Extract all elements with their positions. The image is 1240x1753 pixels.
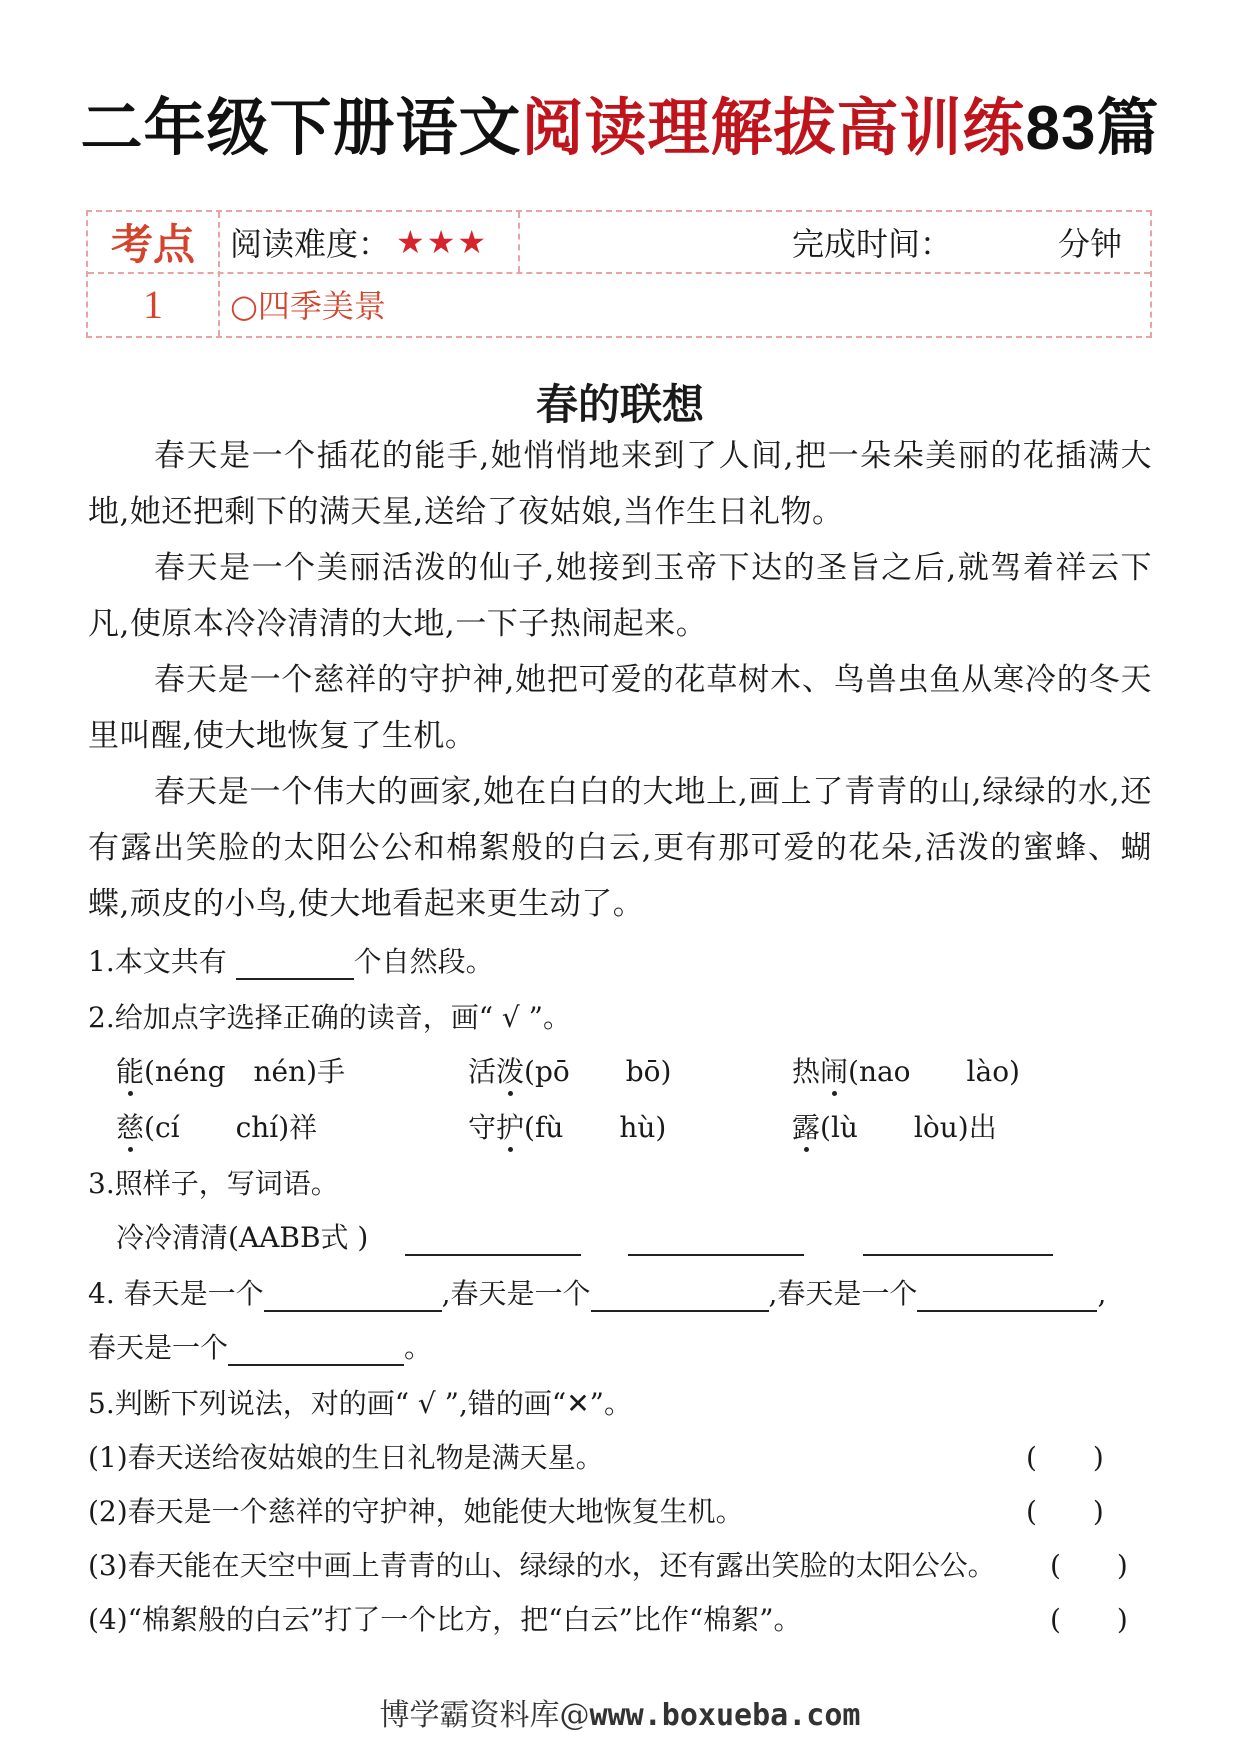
pinyin-item[interactable] [116, 1050, 345, 1090]
paragraph-2: 春天是一个美丽活泼的仙子,她接到玉帝下达的圣旨之后,就驾着祥云下凡,使原本冷冷清清的大地,一下子热闹起来。 [88, 550, 1152, 642]
pinyin-options: (pō bō) [524, 1055, 672, 1088]
pinyin-options: (néng nén) [144, 1055, 318, 1088]
title-red: 阅读理解拔高训练 [521, 91, 1026, 164]
q4-part-e: 春天是一个 [88, 1331, 229, 1364]
q4-part-d: , [1097, 1277, 1107, 1310]
judge-item-4: (4)“棉絮般的白云”打了一个比方，把“白云”比作“棉絮”。 [88, 1603, 802, 1636]
difficulty-label: 阅读难度： [230, 225, 391, 263]
pinyin-item[interactable] [468, 1050, 671, 1090]
difficulty [230, 212, 488, 272]
dotted-char: 露 [792, 1106, 820, 1146]
pinyin-options: (cí chí) [144, 1111, 290, 1144]
char-tail: 出 [968, 1111, 997, 1144]
q1-prefix: 1.本文共有 [88, 945, 227, 978]
paragraph-1: 春天是一个插花的能手,她悄悄地来到了人间,把一朵朵美丽的花插满大地,她还把剩下的满天星,送给了夜姑娘,当作生日礼物。 [88, 438, 1152, 530]
q4-blank-3[interactable] [917, 1277, 1097, 1312]
q3-blank-1[interactable] [405, 1221, 581, 1256]
footer-site-name: 博学霸资料库@ [379, 1698, 590, 1733]
dotted-char: 闹 [820, 1050, 848, 1090]
kaodian-label: 考点 [110, 220, 195, 269]
answer-paren-3[interactable]: ( ) [1050, 1549, 1128, 1582]
dotted-char: 护 [496, 1106, 524, 1146]
completion-time-unit: 分钟 [1058, 225, 1123, 263]
q4-blank-1[interactable] [264, 1277, 442, 1312]
q3-example: 冷冷清清(AABB式 ) [116, 1221, 369, 1254]
dotted-char: 慈 [116, 1106, 144, 1146]
kaodian-number: 1 [143, 281, 163, 327]
question-4-line-2 [88, 1326, 432, 1366]
pinyin-item[interactable] [116, 1106, 317, 1146]
title-black: 二年级下册语文 [80, 91, 522, 164]
char-pre: 活 [468, 1055, 497, 1088]
q4-part-b: ,春天是一个 [441, 1277, 591, 1310]
pinyin-options: (nao lào) [848, 1055, 1020, 1088]
q4-blank-4[interactable] [228, 1331, 404, 1366]
judge-item-1: (1)春天送给夜姑娘的生日礼物是满天星。 [88, 1441, 604, 1474]
passage-title: 春的联想 [535, 380, 704, 429]
question-2: 2.给加点字选择正确的读音，画“ √ ”。 [88, 1001, 571, 1034]
char-pre: 热 [792, 1055, 821, 1088]
q1-suffix: 个自然段。 [353, 945, 494, 978]
question-4-line-1 [88, 1272, 1106, 1312]
pinyin-options: (lù lòu) [820, 1111, 969, 1144]
topic: ○四季美景 [230, 287, 386, 325]
q4-part-f: 。 [404, 1331, 433, 1364]
pinyin-item[interactable] [792, 1050, 1020, 1090]
pinyin-item[interactable] [792, 1106, 997, 1146]
q4-part-c: ,春天是一个 [768, 1277, 918, 1310]
document-title [0, 78, 1240, 167]
q3-blank-2[interactable] [628, 1221, 804, 1256]
paragraph-3: 春天是一个慈祥的守护神,她把可爱的花草树木、鸟兽虫鱼从寒冷的冬天里叫醒,使大地恢复了生机。 [88, 662, 1152, 754]
completion-time-label: 完成时间： [792, 225, 953, 263]
q3-blank-3[interactable] [863, 1221, 1053, 1256]
paragraph-4: 春天是一个伟大的画家,她在白白的大地上,画上了青青的山,绿绿的水,还有露出笑脸的太阳公公和棉絮般的白云,更有那可爱的花朵,活泼的蜜蜂、蝴蝶,顽皮的小鸟,使大地看起来更生动了。 [88, 774, 1152, 922]
q4-part-a: 4. 春天是一个 [88, 1277, 264, 1310]
judge-item-3: (3)春天能在天空中画上青青的山、绿绿的水，还有露出笑脸的太阳公公。 [88, 1549, 996, 1582]
dotted-char: 泼 [496, 1050, 524, 1090]
question-1 [88, 940, 494, 980]
q4-blank-2[interactable] [591, 1277, 769, 1312]
footer-watermark [0, 1690, 1240, 1734]
question-3-example [116, 1216, 1053, 1256]
dotted-char: 能 [116, 1050, 144, 1090]
pinyin-options: (fù hù) [524, 1111, 667, 1144]
answer-paren-2[interactable]: ( ) [1026, 1495, 1104, 1528]
judge-item-2: (2)春天是一个慈祥的守护神，她能使大地恢复生机。 [88, 1495, 744, 1528]
pinyin-item[interactable] [468, 1106, 666, 1146]
char-pre: 守 [468, 1111, 497, 1144]
footer-url[interactable]: www.boxueba.com [589, 1698, 861, 1733]
answer-paren-1[interactable]: ( ) [1026, 1441, 1104, 1474]
title-end: 篇 [1096, 91, 1160, 164]
title-number: 83 [1025, 94, 1097, 163]
question-3: 3.照样子，写词语。 [88, 1167, 339, 1200]
question-5: 5.判断下列说法，对的画“ √ ”,错的画“✕”。 [88, 1387, 632, 1420]
char-tail: 祥 [289, 1111, 318, 1144]
difficulty-stars: ★★★ [396, 223, 489, 261]
char-tail: 手 [317, 1055, 346, 1088]
answer-paren-4[interactable]: ( ) [1050, 1603, 1128, 1636]
q1-blank[interactable] [236, 945, 354, 980]
info-table [86, 210, 1152, 338]
